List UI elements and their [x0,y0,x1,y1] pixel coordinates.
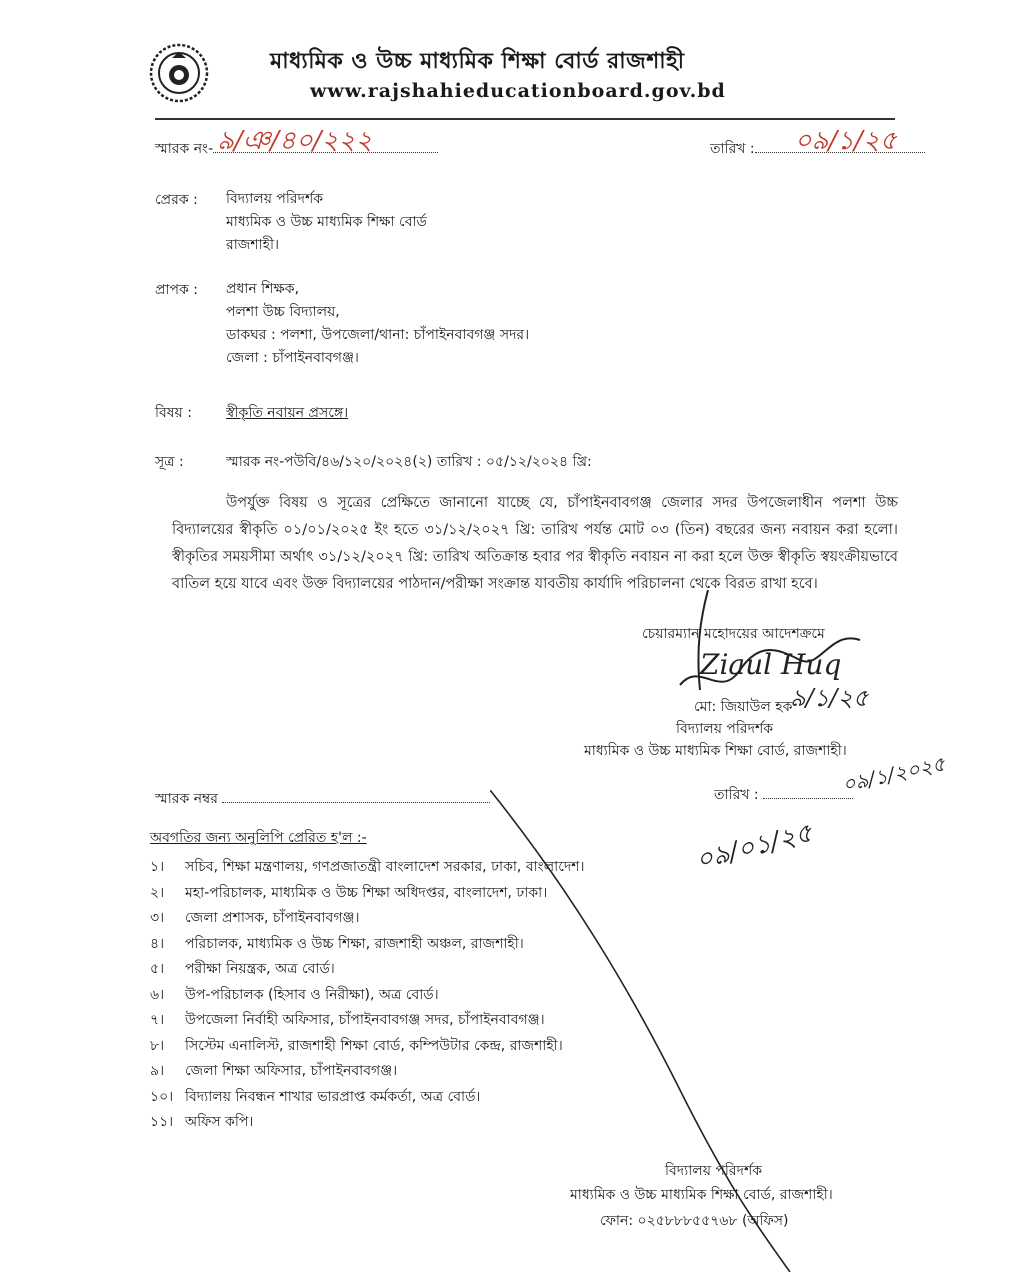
signature2-block [570,1160,833,1234]
officer-org: মাধ্যমিক ও উচ্চ মাধ্যমিক শিক্ষা বোর্ড, রাজশাহী। [584,743,847,759]
list-item-text: জেলা প্রশাসক, চাঁপাইনবাবগঞ্জ। [185,910,360,926]
recipient-line: ডাকঘর : পলশা, উপজেলা/থানা: চাঁপাইনবাবগঞ্জ সদর। [226,327,530,343]
list-item-text: মহা-পরিচালক, মাধ্যমিক ও উচ্চ শিক্ষা অধিদপ্তর, বাংলাদেশ, ঢাকা। [185,884,548,901]
list-item-number: ৯। [150,1063,165,1079]
board-title: মাধ্যমিক ও উচ্চ মাধ্যমিক শিক্ষা বোর্ড রাজশাহী [270,49,685,74]
memo-date-field [710,126,925,161]
list-item-number: ১। [150,859,165,875]
signature-handwritten-name: Ziaul Huq [700,648,842,681]
memo-number-handwritten: ৯/ঞ/৪০/২২২ [217,126,373,156]
recipient-block [226,278,529,370]
body-text: উপর্যুক্ত বিষয় ও সূত্রের প্রেক্ষিতে জানানো যাচ্ছে যে, চাঁপাইনবাবগঞ্জ জেলার সদর উপজেলাধীন পলশা উচ্চ বিদ্যালয়ের স্বীকৃতি ০১/০১/২০২৫ ইং হতে ৩১/১২/২০২৭ খ্রি: তারিখ পর্যন্ত মোট ০৩ (তিন) বছরের জন্য নবায়ন করা হলো। স্বীকৃতির সময়সীমা অর্থাৎ ৩১/১২/২০২৭ খ্রি: তারিখ অতিক্রান্ত হবার পর স্বীকৃতি নবায়ন না করা হলে উক্ত স্বীকৃতি স্বয়ংক্রীয়ভাবে বাতিল হয়ে যাবে এবং উক্ত বিদ্যালয়ের পাঠদান/পরীক্ষা সংক্রান্ত যাবতীয় কার্যাদি পরিচালনা থেকে বিরত রাখা হবে। [172,495,898,592]
sender-label: প্রেরক : [155,192,198,208]
subject-text: স্বীকৃতি নবায়ন প্রসঙ্গে। [226,405,349,421]
list-item-text: পরিচালক, মাধ্যমিক ও উচ্চ শিক্ষা, রাজশাহী অঞ্চল, রাজশাহী। [185,935,524,952]
copy-handwritten-date-2: ০৯/০১/২৫ [692,818,816,876]
list-item-number: ৪। [150,935,165,952]
list-item-text: পরীক্ষা নিয়ন্ত্রক, অত্র বোর্ড। [185,961,335,977]
recipient-line: প্রধান শিক্ষক, [226,281,300,297]
list-item-text: উপজেলা নির্বাহী অফিসার, চাঁপাইনবাবগঞ্জ সদর, চাঁপাইনবাবগঞ্জ। [185,1012,545,1028]
reference-label: সূত্র : [155,454,184,470]
copy-memo-field [155,787,490,811]
list-item-number: ৩। [150,910,165,926]
copy-heading: অবগতির জন্য অনুলিপি প্রেরিত হ'ল :- [150,830,367,846]
list-item-number: ১০। [150,1088,174,1105]
signature1-block [584,696,847,762]
copy-date-label: তারিখ : [714,787,759,803]
body-paragraph [172,490,898,598]
board-website: www.rajshahieducationboard.gov.bd [310,80,726,102]
footer-phone: ফোন: ০২৫৮৮৮৫৫৭৬৮ (অফিস) [600,1213,789,1229]
footer-officer-title: বিদ্যালয় পরিদর্শক [665,1163,763,1179]
copy-handwritten-date-1: ০৯/১/২০২৫ [840,751,948,797]
signature-handwritten-date: ৯/১/২৫ [790,684,869,712]
sender-line: রাজশাহী। [226,237,279,253]
recipient-label: প্রাপক : [155,282,198,298]
recipient-line: পলশা উচ্চ বিদ্যালয়, [226,304,340,320]
memo-label: স্মারক নং- [155,141,214,157]
list-item-text: সচিব, শিক্ষা মন্ত্রণালয়, গণপ্রজাতন্ত্রী বাংলাদেশ সরকার, ঢাকা, বাংলাদেশ। [185,859,585,875]
memo-date-label: তারিখ : [710,141,755,157]
memo-number-field [155,126,438,161]
list-item-text: বিদ্যালয় নিবন্ধন শাখার ভারপ্রাপ্ত কর্মকর্তা, অত্র বোর্ড। [185,1088,481,1105]
recipient-line: জেলা : চাঁপাইনবাবগঞ্জ। [226,350,359,366]
officer-title: বিদ্যালয় পরিদর্শক [676,721,774,737]
list-item-text: জেলা শিক্ষা অফিসার, চাঁপাইনবাবগঞ্জ। [185,1063,398,1079]
copy-memo-label: স্মারক নম্বর [155,791,218,807]
list-item-number: ৭। [150,1012,165,1028]
sender-line: মাধ্যমিক ও উচ্চ মাধ্যমিক শিক্ষা বোর্ড [226,214,427,230]
list-item-text: সিস্টেম এনালিস্ট, রাজশাহী শিক্ষা বোর্ড, কম্পিউটার কেন্দ্র, রাজশাহী। [185,1037,563,1054]
list-item-number: ১১। [150,1114,174,1130]
footer-officer-org: মাধ্যমিক ও উচ্চ মাধ্যমিক শিক্ষা বোর্ড, রাজশাহী। [570,1187,833,1203]
sender-block [226,188,427,257]
list-item-number: ৮। [150,1037,165,1054]
list-item-number: ৬। [150,986,165,1003]
subject-label: বিষয় : [155,405,192,421]
officer-name: মো: জিয়াউল হক [694,699,793,715]
sender-line: বিদ্যালয় পরিদর্শক [226,191,324,207]
list-item-number: ৫। [150,961,165,977]
order-line: চেয়ারম্যান মহোদয়ের আদেশক্রমে [642,626,825,642]
memo-date-handwritten: ০৯/১/২৫ [794,126,897,156]
list-item-text: অফিস কপি। [185,1114,254,1130]
board-seal-icon [148,42,210,104]
list-item-number: ২। [150,884,165,901]
list-item-text: উপ-পরিচালক (হিসাব ও নিরীক্ষা), অত্র বোর্ড। [185,986,439,1003]
reference-text: স্মারক নং-পউবি/৪৬/১২০/২০২৪(২) তারিখ : ০৫/১২/২০২৪ খ্রি: [226,454,592,470]
